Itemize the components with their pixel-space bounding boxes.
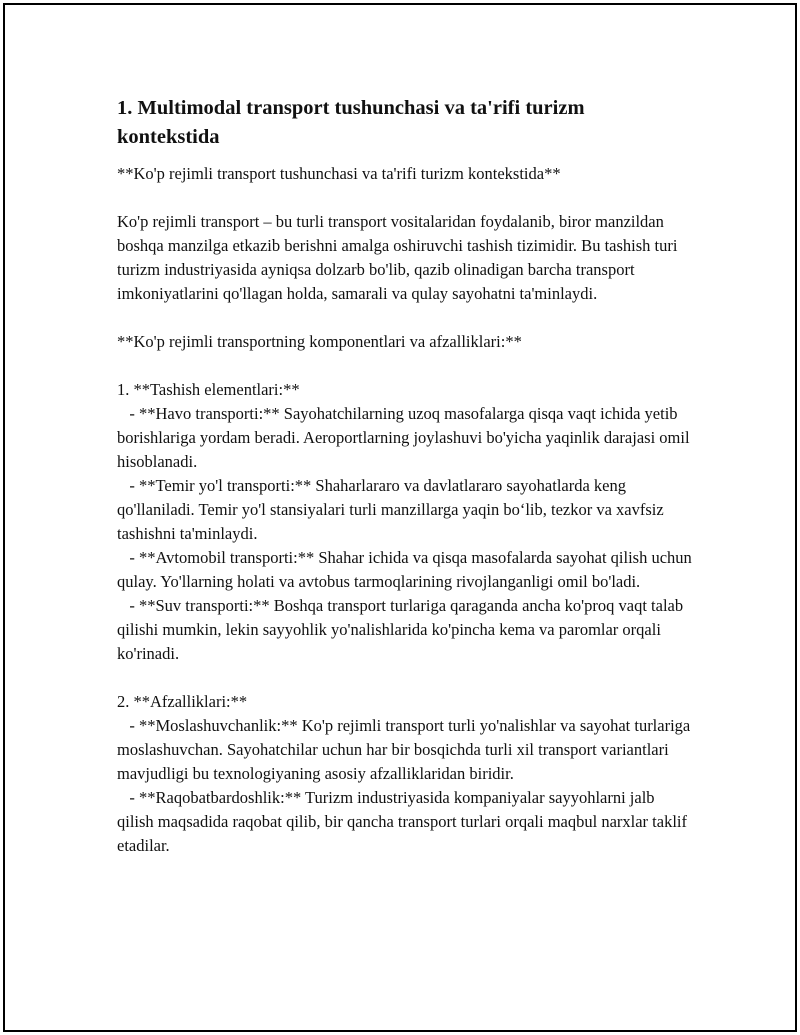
- blank-line: [117, 666, 692, 690]
- blank-line: [117, 186, 692, 210]
- list-heading-transport-elements: 1. **Tashish elementlari:**: [117, 380, 300, 399]
- list-item-air-transport: - **Havo transporti:** Sayohatchilarning uzoq masofalarga qisqa vaqt ichida yetib borishlariga yordam beradi. Aeroportlarning joylashuvi bo'yicha yaqinlik darajasi omil hisoblanadi.: [117, 404, 694, 471]
- intro-paragraph: Ko'p rejimli transport – bu turli transport vositalaridan foydalanib, biror manzildan boshqa manzilga etkazib berishni amalga oshiruvchi tashish tizimidir. Bu tashish turi turizm industriyasida ayniqsa dolzarb bo'lib, qazib olinadigan barcha transport imkoniyatlarini qo'llagan holda, samarali va qulay sayohatni ta'minlaydi.: [117, 212, 682, 303]
- blank-line: [117, 306, 692, 330]
- list-item-water-transport: - **Suv transporti:** Boshqa transport turlariga qaraganda ancha ko'proq vaqt talab qilishi mumkin, lekin sayyohlik yo'nalishlarida ko'pincha kema va paromlar orqali ko'rinadi.: [117, 596, 688, 663]
- blank-line: [117, 354, 692, 378]
- list-item-rail-transport: - **Temir yo'l transporti:** Shaharlararo va davlatlararo sayohatlarda keng qo'llaniladi. Temir yo'l stansiyalari turli manzillarga yaqin bo‘lib, tezkor va xavfsiz tashishni ta'minlaydi.: [117, 476, 668, 543]
- list-item-competitiveness: - **Raqobatbardoshlik:** Turizm industriyasida kompaniyalar sayyohlarni jalb qilish maqsadida raqobat qilib, bir qancha transport turlari orqali maqbul narxlar taklif etadilar.: [117, 788, 692, 855]
- components-heading-line: **Ko'p rejimli transportning komponentlari va afzalliklari:**: [117, 332, 522, 351]
- document-heading: 1. Multimodal transport tushunchasi va ta'rifi turizm kontekstida: [117, 97, 585, 148]
- list-item-road-transport: - **Avtomobil transporti:** Shahar ichida va qisqa masofalarda sayohat qilish uchun qulay. Yo'llarning holati va avtobus tarmoqlarining rivojlanganligi omil bo'ladi.: [117, 548, 696, 591]
- list-item-flexibility: - **Moslashuvchanlik:** Ko'p rejimli transport turli yo'nalishlar va sayohat turlariga moslashuvchan. Sayohatchilar uchun har bir bosqichda turli xil transport variantlari mavjudligi bu texnologiyaning asosiy afzalliklaridan biridir.: [117, 716, 695, 783]
- bold-title-line: **Ko'p rejimli transport tushunchasi va ta'rifi turizm kontekstida**: [117, 164, 561, 183]
- document-body: [117, 94, 696, 858]
- list-heading-advantages: 2. **Afzalliklari:**: [117, 692, 248, 711]
